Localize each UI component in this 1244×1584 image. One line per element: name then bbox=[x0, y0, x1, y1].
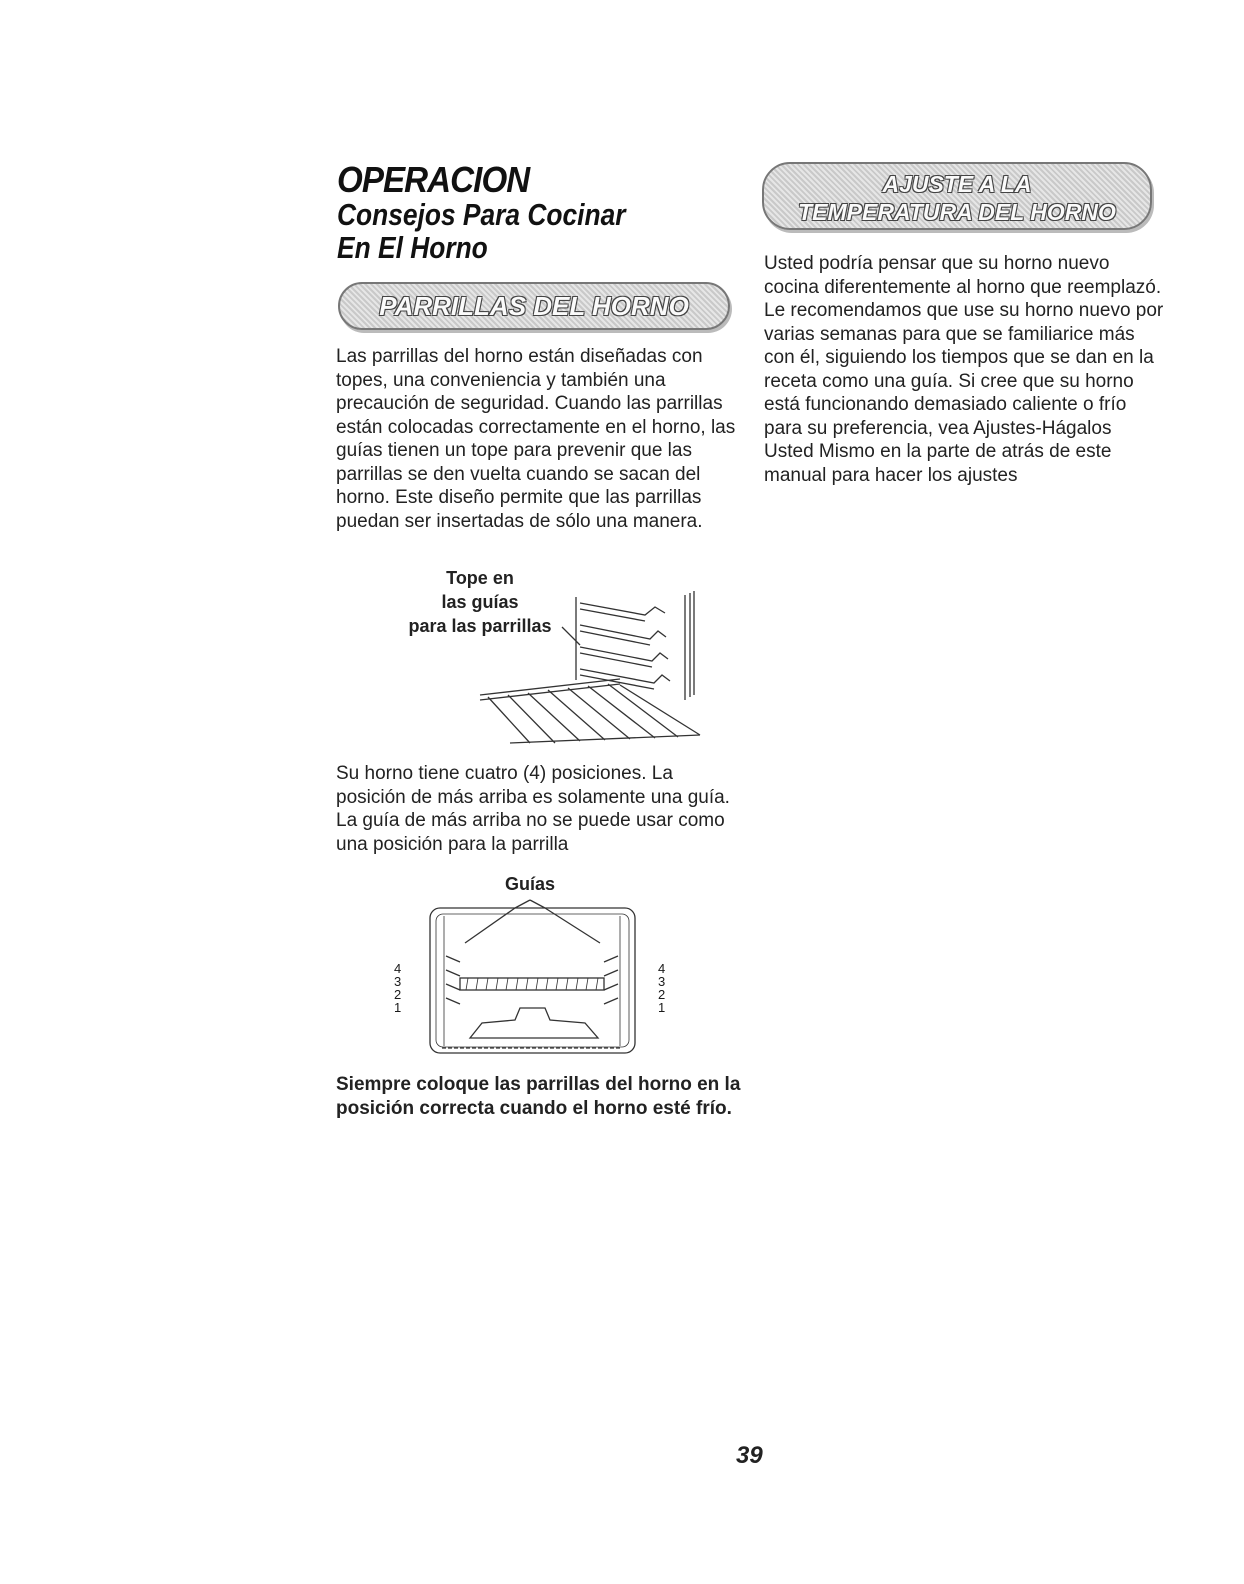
positions-paragraph: Su horno tiene cuatro (4) posiciones. La posición de más arriba es solamente una guía. La guía de más arriba no se puede usar como una posición para la parrilla bbox=[336, 763, 730, 855]
rack-position-right-4: 4 bbox=[658, 961, 666, 976]
temperatura-paragraph: Usted podría pensar que su horno nuevo cocina diferentemente al horno que reemplazó. Le recomendamos que use su horno nuevo por varias semanas para que se familiarice más con él, siguiendo los tiempos que se dan en la receta como una guía. Si cree que su horno está funcionando demasiado caliente o frío para su preferencia, vea Ajustes-Hágalos Usted Mismo en la parte de atrás de este manual para hacer los ajustes bbox=[764, 253, 1164, 486]
rack-position-left-4: 4 bbox=[394, 961, 402, 976]
rack-position-right-3: 3 bbox=[658, 974, 666, 989]
page-subtitle bbox=[337, 198, 625, 264]
rack-stop-label-line-2: las guías bbox=[441, 592, 519, 612]
banner-line-1: AJUSTE A LA bbox=[882, 171, 1032, 197]
section-banner-parrillas: PARRILLAS DEL HORNO bbox=[338, 282, 730, 330]
banner-line-2: TEMPERATURA DEL HORNO bbox=[798, 199, 1116, 225]
page-title: OPERACION bbox=[337, 159, 530, 200]
rack-stop-label-line-1: Tope en bbox=[446, 568, 514, 588]
guides-label: Guías bbox=[504, 874, 556, 894]
rack-stop-illustration bbox=[470, 585, 710, 755]
subtitle-line-2: En El Horno bbox=[337, 230, 488, 265]
rack-position-right-1: 1 bbox=[658, 1000, 666, 1015]
rack-position-left-3: 3 bbox=[394, 974, 402, 989]
parrillas-paragraph: Las parrillas del horno están diseñadas con topes, una conveniencia y también una precaución de seguridad. Cuando las parrillas están colocadas correctamente en el horno, las guías tienen un tope para prevenir que las parrillas se den vuelta cuando se sacan del horno. Este diseño permite que las parrillas puedan ser insertadas de sólo una manera. bbox=[336, 346, 736, 532]
rack-position-left-1: 1 bbox=[394, 1000, 402, 1015]
rack-stop-label-line-3: para las parrillas bbox=[408, 616, 552, 636]
rack-position-right-2: 2 bbox=[658, 987, 666, 1002]
section-banner-temperatura bbox=[762, 162, 1152, 230]
subtitle-line-1: Consejos Para Cocinar bbox=[337, 197, 626, 232]
rack-position-left-2: 2 bbox=[394, 987, 402, 1002]
rack-warning: Siempre coloque las parrillas del horno en la posición correcta cuando el horno esté frío. bbox=[336, 1074, 741, 1119]
page-number: 39 bbox=[736, 1442, 763, 1469]
oven-positions-diagram bbox=[420, 898, 640, 1058]
